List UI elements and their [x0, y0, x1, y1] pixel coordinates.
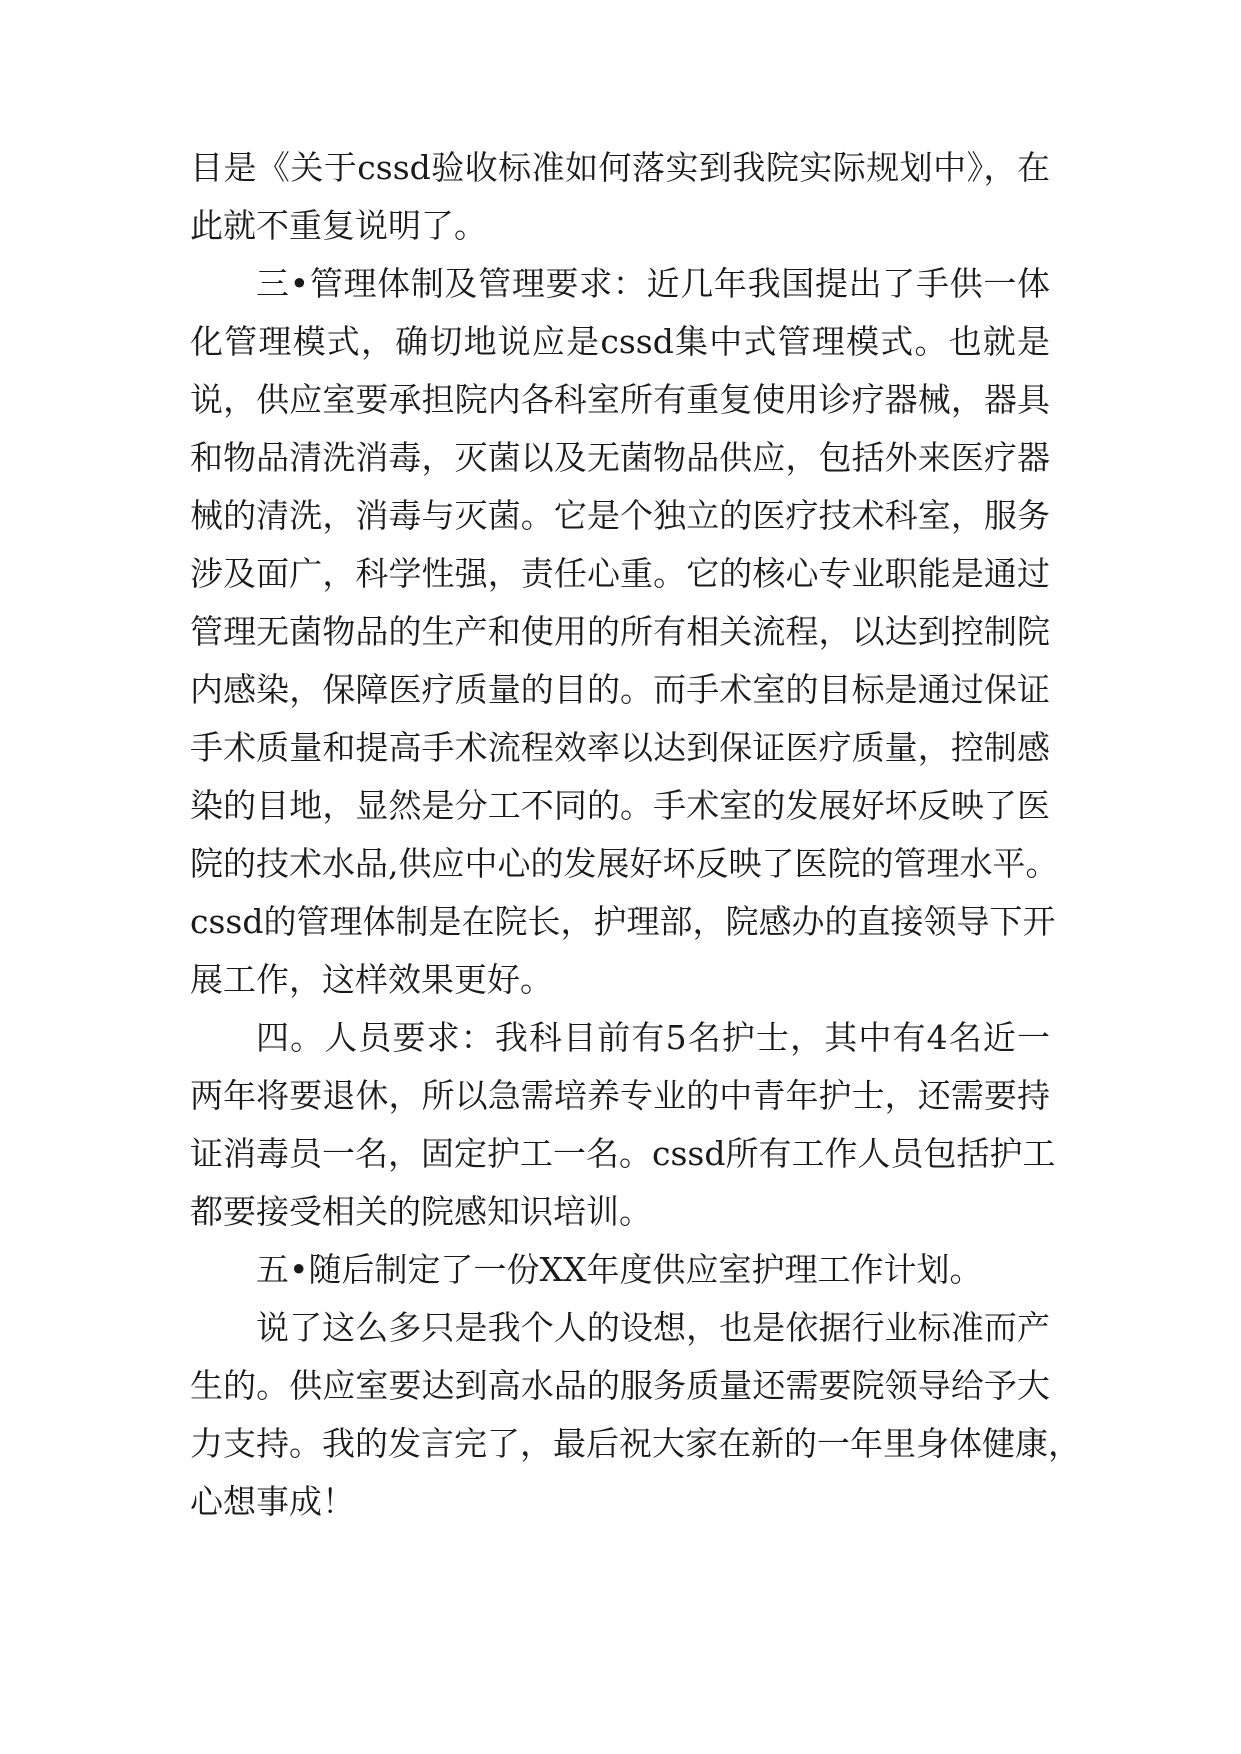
- text-line: cssd的管理体制是在院长，护理部，院感办的直接领导下开: [190, 902, 1056, 941]
- text-line: 院的技术水品,供应中心的发展好坏反映了医院的管理水平。: [190, 844, 1059, 883]
- text-line: 涉及面广，科学性强，责任心重。它的核心专业职能是通过: [190, 554, 1050, 593]
- text-line: 化管理模式，确切地说应是cssd集中式管理模式。也就是: [190, 322, 1050, 361]
- text-line: 都要接受相关的院感知识培训。: [190, 1192, 652, 1231]
- text-line: 两年将要退休，所以急需培养专业的中青年护士，还需要持: [190, 1076, 1050, 1115]
- text-line: 说了这么多只是我个人的设想，也是依据行业标准而产: [256, 1308, 1050, 1347]
- text-line: 展工作，这样效果更好。: [190, 960, 553, 999]
- text-line: 和物品清洗消毒，灭菌以及无菌物品供应，包括外来医疗器: [190, 438, 1050, 477]
- text-line: 目是《关于cssd验收标准如何落实到我院实际规划中》，在: [190, 148, 1050, 187]
- text-line: 力支持。我的发言完了，最后祝大家在新的一年里身体健康，: [190, 1424, 1081, 1463]
- text-line: 四。人员要求：我科目前有5名护士，其中有4名近一: [256, 1018, 1050, 1057]
- text-line: 内感染，保障医疗质量的目的。而手术室的目标是通过保证: [190, 670, 1050, 709]
- text-line: 染的目地，显然是分工不同的。手术室的发展好坏反映了医: [190, 786, 1050, 825]
- text-line: 生的。供应室要达到高水品的服务质量还需要院领导给予大: [190, 1366, 1050, 1405]
- text-line: 手术质量和提高手术流程效率以达到保证医疗质量，控制感: [190, 728, 1050, 767]
- text-line: 管理无菌物品的生产和使用的所有相关流程，以达到控制院: [190, 612, 1050, 651]
- text-line: 说，供应室要承担院内各科室所有重复使用诊疗器械，器具: [190, 380, 1050, 419]
- text-line: 五•随后制定了一份XX年度供应室护理工作计划。: [256, 1250, 983, 1289]
- text-line: 心想事成！: [190, 1482, 355, 1521]
- text-line: 此就不重复说明了。: [190, 206, 487, 245]
- text-line: 械的清洗，消毒与灭菌。它是个独立的医疗技术科室，服务: [190, 496, 1050, 535]
- text-line: 证消毒员一名，固定护工一名。cssd所有工作人员包括护工: [190, 1134, 1056, 1173]
- text-line: 三•管理体制及管理要求：近几年我国提出了手供一体: [256, 264, 1050, 303]
